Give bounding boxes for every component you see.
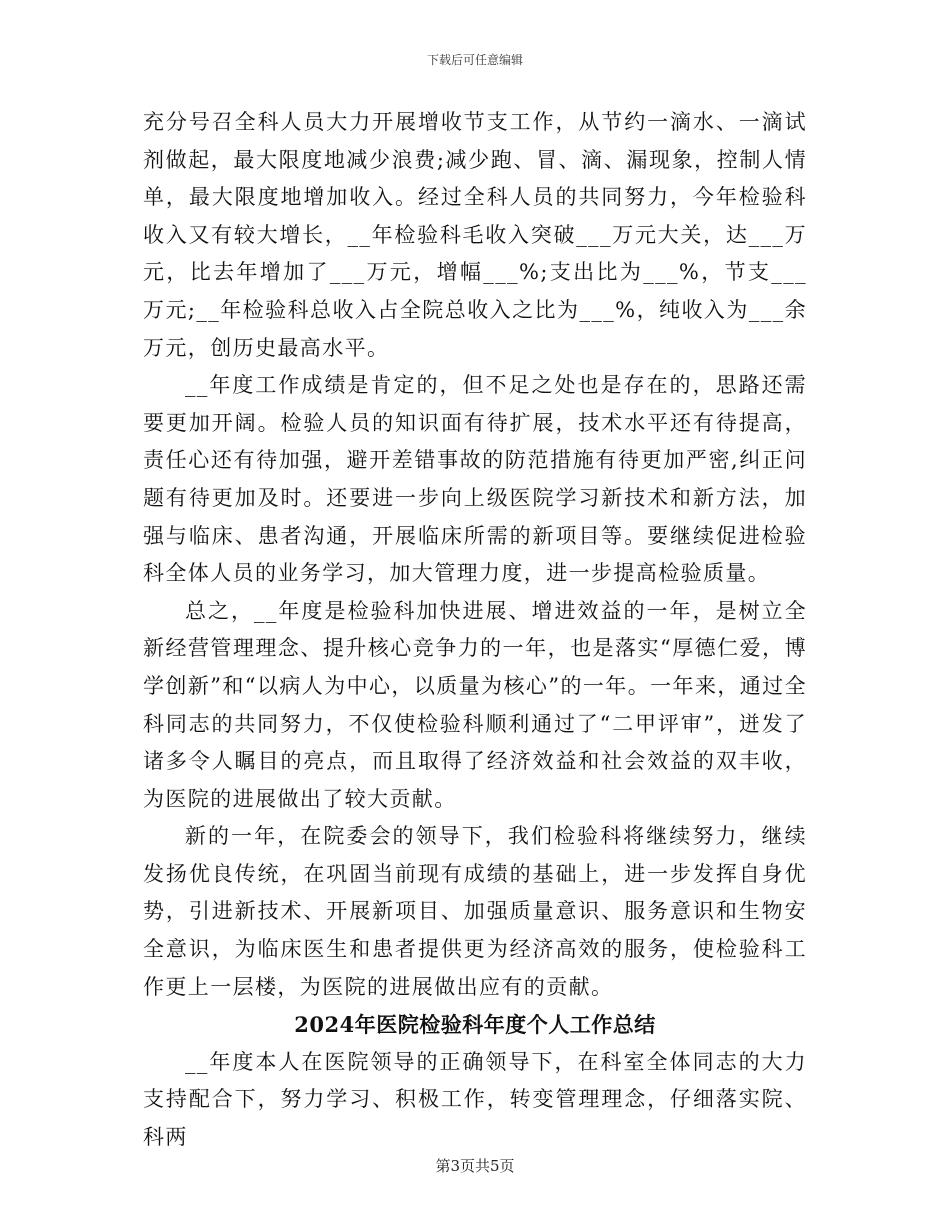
page-header: 下载后可任意编辑: [426, 53, 523, 67]
document-body: [143, 104, 807, 1157]
paragraph-conclusion: 总之，__年度是检验科加快进展、增进效益的一年，是树立全新经营管理理念、提升核心竞争力的一年，也是落实“厚德仁爱，博学创新”和“以病人为中心，以质量为核心”的一年。一年来，通过全科同志的共同努力，不仅使检验科顺利通过了“二甲评审”，迸发了诸多令人瞩目的亮点，而且取得了经济效益和社会效益的双丰收，为医院的进展做出了较大贡献。: [143, 598, 807, 811]
page-number: 第3页共5页: [435, 1157, 515, 1175]
paragraph-new-year-outlook: 新的一年，在院委会的领导下，我们检验科将继续努力，继续发扬优良传统，在巩固当前现有成绩的基础上，进一步发挥自身优势，引进新技术、开展新项目、加强质量意识、服务意识和生物安全意识，为临床医生和患者提供更为经济高效的服务，使检验科工作更上一层楼，为医院的进展做出应有的贡献。: [143, 824, 807, 999]
paragraph-shortcomings: __年度工作成绩是肯定的，但不足之处也是存在的，思路还需要更加开阔。检验人员的知识面有待扩展，技术水平还有待提高，责任心还有待加强，避开差错事故的防范措施有待更加严密,纠正问题有待更加及时。还要进一步向上级医院学习新技术和新方法，加强与临床、患者沟通，开展临床所需的新项目等。要继续促进检验科全体人员的业务学习，加大管理力度，进一步提高检验质量。: [143, 373, 807, 586]
section-title: 2024年医院检验科年度个人工作总结: [294, 1012, 656, 1038]
paragraph-personal-summary: __年度本人在医院领导的正确领导下，在科室全体同志的大力支持配合下，努力学习、积极工作，转变管理理念，仔细落实院、科两: [143, 1049, 807, 1150]
paragraph-income-summary: 充分号召全科人员大力开展增收节支工作，从节约一滴水、一滴试剂做起，最大限度地减少浪费;减少跑、冒、滴、漏现象，控制人情单，最大限度地增加收入。经过全科人员的共同努力，今年检验科收入又有较大增长，__年检验科毛收入突破___万元大关，达___万元，比去年增加了___万元，增幅___%;支出比为___%，节支___万元;__年检验科总收入占全院总收入之比为___%，纯收入为___余万元，创历史最高水平。: [143, 110, 807, 360]
